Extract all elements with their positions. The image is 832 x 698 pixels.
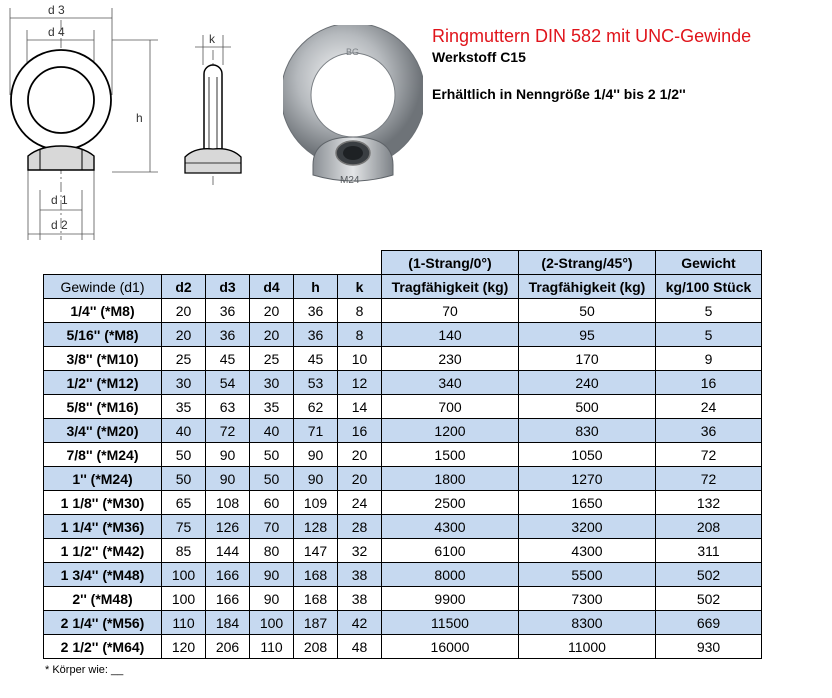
table-cell: 24 <box>656 395 762 419</box>
table-cell: 1270 <box>519 467 656 491</box>
table-cell: 7/8'' (*M24) <box>44 443 162 467</box>
table-row <box>44 611 762 635</box>
table-row <box>44 563 762 587</box>
table-cell: 2'' (*M48) <box>44 587 162 611</box>
spec-table <box>43 250 762 659</box>
table-cell: 50 <box>250 443 294 467</box>
footnote: * Körper wie: __ <box>45 664 124 676</box>
table-cell: 70 <box>382 299 519 323</box>
table-cell: 85 <box>162 539 206 563</box>
table-cell: 240 <box>519 371 656 395</box>
table-cell: 11500 <box>382 611 519 635</box>
table-cell: 4300 <box>382 515 519 539</box>
table-cell: 1 1/2'' (*M42) <box>44 539 162 563</box>
table-cell: 108 <box>206 491 250 515</box>
table-row <box>44 299 762 323</box>
photo-mark-top: BG <box>346 47 360 57</box>
table-cell: 36 <box>294 323 338 347</box>
table-cell: 2 1/4'' (*M56) <box>44 611 162 635</box>
table-cell: 38 <box>338 587 382 611</box>
table-cell: 166 <box>206 563 250 587</box>
table-row <box>44 635 762 659</box>
table-cell: 311 <box>656 539 762 563</box>
table-header-row <box>44 275 762 299</box>
table-cell: 187 <box>294 611 338 635</box>
table-cell: 147 <box>294 539 338 563</box>
table-cell: 5 <box>656 299 762 323</box>
table-cell: 72 <box>656 467 762 491</box>
table-cell: 50 <box>519 299 656 323</box>
table-cell: 3200 <box>519 515 656 539</box>
table-cell: 9 <box>656 347 762 371</box>
column-header: k <box>338 275 382 299</box>
availability-text: Erhältlich in Nenngröße 1/4'' bis 2 1/2'' <box>432 86 686 102</box>
table-cell: 50 <box>162 467 206 491</box>
table-cell: 28 <box>338 515 382 539</box>
table-cell: 90 <box>250 587 294 611</box>
table-cell: 24 <box>338 491 382 515</box>
table-cell: 2500 <box>382 491 519 515</box>
table-cell: 42 <box>338 611 382 635</box>
table-row <box>44 587 762 611</box>
table-cell: 72 <box>656 443 762 467</box>
table-cell: 1050 <box>519 443 656 467</box>
table-cell: 50 <box>162 443 206 467</box>
table-cell: 1 3/4'' (*M48) <box>44 563 162 587</box>
table-cell: 16 <box>656 371 762 395</box>
table-cell: 90 <box>294 467 338 491</box>
table-cell: 90 <box>206 467 250 491</box>
table-cell: 132 <box>656 491 762 515</box>
table-cell: 12 <box>338 371 382 395</box>
table-cell: 100 <box>162 563 206 587</box>
table-row <box>44 419 762 443</box>
table-cell: 5/16'' (*M8) <box>44 323 162 347</box>
dim-label-d2: d 2 <box>51 218 68 232</box>
table-cell: 54 <box>206 371 250 395</box>
column-header: Tragfähigkeit (kg) <box>519 275 656 299</box>
dim-label-d1: d 1 <box>51 193 68 207</box>
table-cell: 1 1/8'' (*M30) <box>44 491 162 515</box>
group-header-2-strand: (2-Strang/45°) <box>519 251 656 275</box>
table-cell: 168 <box>294 563 338 587</box>
table-cell: 100 <box>250 611 294 635</box>
table-cell: 8 <box>338 299 382 323</box>
table-cell: 10 <box>338 347 382 371</box>
table-cell: 11000 <box>519 635 656 659</box>
table-cell: 38 <box>338 563 382 587</box>
table-cell: 166 <box>206 587 250 611</box>
side-view-drawing <box>175 25 255 185</box>
table-cell: 3/4'' (*M20) <box>44 419 162 443</box>
table-cell: 16000 <box>382 635 519 659</box>
table-cell: 20 <box>250 323 294 347</box>
table-row <box>44 467 762 491</box>
group-header-weight: Gewicht <box>656 251 762 275</box>
dim-label-h: h <box>136 111 143 125</box>
table-row <box>44 371 762 395</box>
table-cell: 1800 <box>382 467 519 491</box>
table-cell: 3/8'' (*M10) <box>44 347 162 371</box>
table-cell: 20 <box>338 443 382 467</box>
table-cell: 1/2'' (*M12) <box>44 371 162 395</box>
page-title: Ringmuttern DIN 582 mit UNC-Gewinde <box>432 26 752 46</box>
table-cell: 8 <box>338 323 382 347</box>
table-cell: 109 <box>294 491 338 515</box>
table-cell: 65 <box>162 491 206 515</box>
table-cell: 128 <box>294 515 338 539</box>
table-cell: 45 <box>294 347 338 371</box>
table-row <box>44 491 762 515</box>
table-cell: 20 <box>162 323 206 347</box>
table-cell: 206 <box>206 635 250 659</box>
table-cell: 71 <box>294 419 338 443</box>
table-cell: 90 <box>206 443 250 467</box>
table-cell: 14 <box>338 395 382 419</box>
table-cell: 45 <box>206 347 250 371</box>
table-cell: 63 <box>206 395 250 419</box>
table-cell: 208 <box>294 635 338 659</box>
table-cell: 7300 <box>519 587 656 611</box>
dim-label-d3: d 3 <box>48 3 65 17</box>
table-row <box>44 395 762 419</box>
table-cell: 502 <box>656 563 762 587</box>
table-cell: 126 <box>206 515 250 539</box>
table-cell: 35 <box>250 395 294 419</box>
table-cell: 36 <box>206 299 250 323</box>
table-cell: 16 <box>338 419 382 443</box>
group-header-1-strand: (1-Strang/0°) <box>382 251 519 275</box>
table-group-header-row <box>44 251 762 275</box>
table-cell: 6100 <box>382 539 519 563</box>
table-cell: 140 <box>382 323 519 347</box>
table-cell: 8300 <box>519 611 656 635</box>
dim-label-k: k <box>209 32 215 46</box>
table-cell: 75 <box>162 515 206 539</box>
column-header: d4 <box>250 275 294 299</box>
table-row <box>44 347 762 371</box>
column-header: kg/100 Stück <box>656 275 762 299</box>
photo-mark-size: M24 <box>340 175 360 186</box>
table-cell: 36 <box>206 323 250 347</box>
table-cell: 1500 <box>382 443 519 467</box>
front-view-drawing <box>0 0 165 245</box>
table-cell: 30 <box>250 371 294 395</box>
table-cell: 40 <box>250 419 294 443</box>
table-cell: 110 <box>162 611 206 635</box>
table-cell: 170 <box>519 347 656 371</box>
table-cell: 72 <box>206 419 250 443</box>
table-cell: 930 <box>656 635 762 659</box>
table-cell: 110 <box>250 635 294 659</box>
table-cell: 100 <box>162 587 206 611</box>
table-body <box>44 299 762 659</box>
table-cell: 60 <box>250 491 294 515</box>
column-header: h <box>294 275 338 299</box>
table-cell: 1/4'' (*M8) <box>44 299 162 323</box>
table-cell: 144 <box>206 539 250 563</box>
table-cell: 1650 <box>519 491 656 515</box>
table-cell: 168 <box>294 587 338 611</box>
table-cell: 20 <box>338 467 382 491</box>
table-cell: 830 <box>519 419 656 443</box>
ring-nut-photo <box>283 25 423 190</box>
table-cell: 502 <box>656 587 762 611</box>
table-cell: 8000 <box>382 563 519 587</box>
table-cell: 340 <box>382 371 519 395</box>
table-row <box>44 323 762 347</box>
table-cell: 32 <box>338 539 382 563</box>
column-header: Tragfähigkeit (kg) <box>382 275 519 299</box>
table-cell: 48 <box>338 635 382 659</box>
table-cell: 53 <box>294 371 338 395</box>
table-cell: 184 <box>206 611 250 635</box>
table-cell: 20 <box>250 299 294 323</box>
table-cell: 70 <box>250 515 294 539</box>
table-cell: 1'' (*M24) <box>44 467 162 491</box>
material-text: Werkstoff C15 <box>432 49 526 65</box>
table-cell: 50 <box>250 467 294 491</box>
table-cell: 35 <box>162 395 206 419</box>
table-cell: 36 <box>294 299 338 323</box>
table-cell: 208 <box>656 515 762 539</box>
table-cell: 4300 <box>519 539 656 563</box>
table-cell: 9900 <box>382 587 519 611</box>
table-cell: 700 <box>382 395 519 419</box>
table-cell: 25 <box>250 347 294 371</box>
table-cell: 669 <box>656 611 762 635</box>
table-cell: 5 <box>656 323 762 347</box>
dim-label-d4: d 4 <box>48 25 65 39</box>
table-cell: 40 <box>162 419 206 443</box>
table-cell: 5/8'' (*M16) <box>44 395 162 419</box>
column-header: d2 <box>162 275 206 299</box>
table-cell: 5500 <box>519 563 656 587</box>
column-header: Gewinde (d1) <box>44 275 162 299</box>
table-cell: 36 <box>656 419 762 443</box>
table-cell: 500 <box>519 395 656 419</box>
table-cell: 90 <box>294 443 338 467</box>
table-row <box>44 539 762 563</box>
column-header: d3 <box>206 275 250 299</box>
table-cell: 25 <box>162 347 206 371</box>
table-cell: 62 <box>294 395 338 419</box>
table-cell: 1 1/4'' (*M36) <box>44 515 162 539</box>
table-row <box>44 443 762 467</box>
table-cell: 230 <box>382 347 519 371</box>
table-cell: 1200 <box>382 419 519 443</box>
table-cell: 30 <box>162 371 206 395</box>
table-cell: 20 <box>162 299 206 323</box>
table-cell: 2 1/2'' (*M64) <box>44 635 162 659</box>
table-cell: 95 <box>519 323 656 347</box>
table-cell: 80 <box>250 539 294 563</box>
table-row <box>44 515 762 539</box>
table-cell: 90 <box>250 563 294 587</box>
table-cell: 120 <box>162 635 206 659</box>
